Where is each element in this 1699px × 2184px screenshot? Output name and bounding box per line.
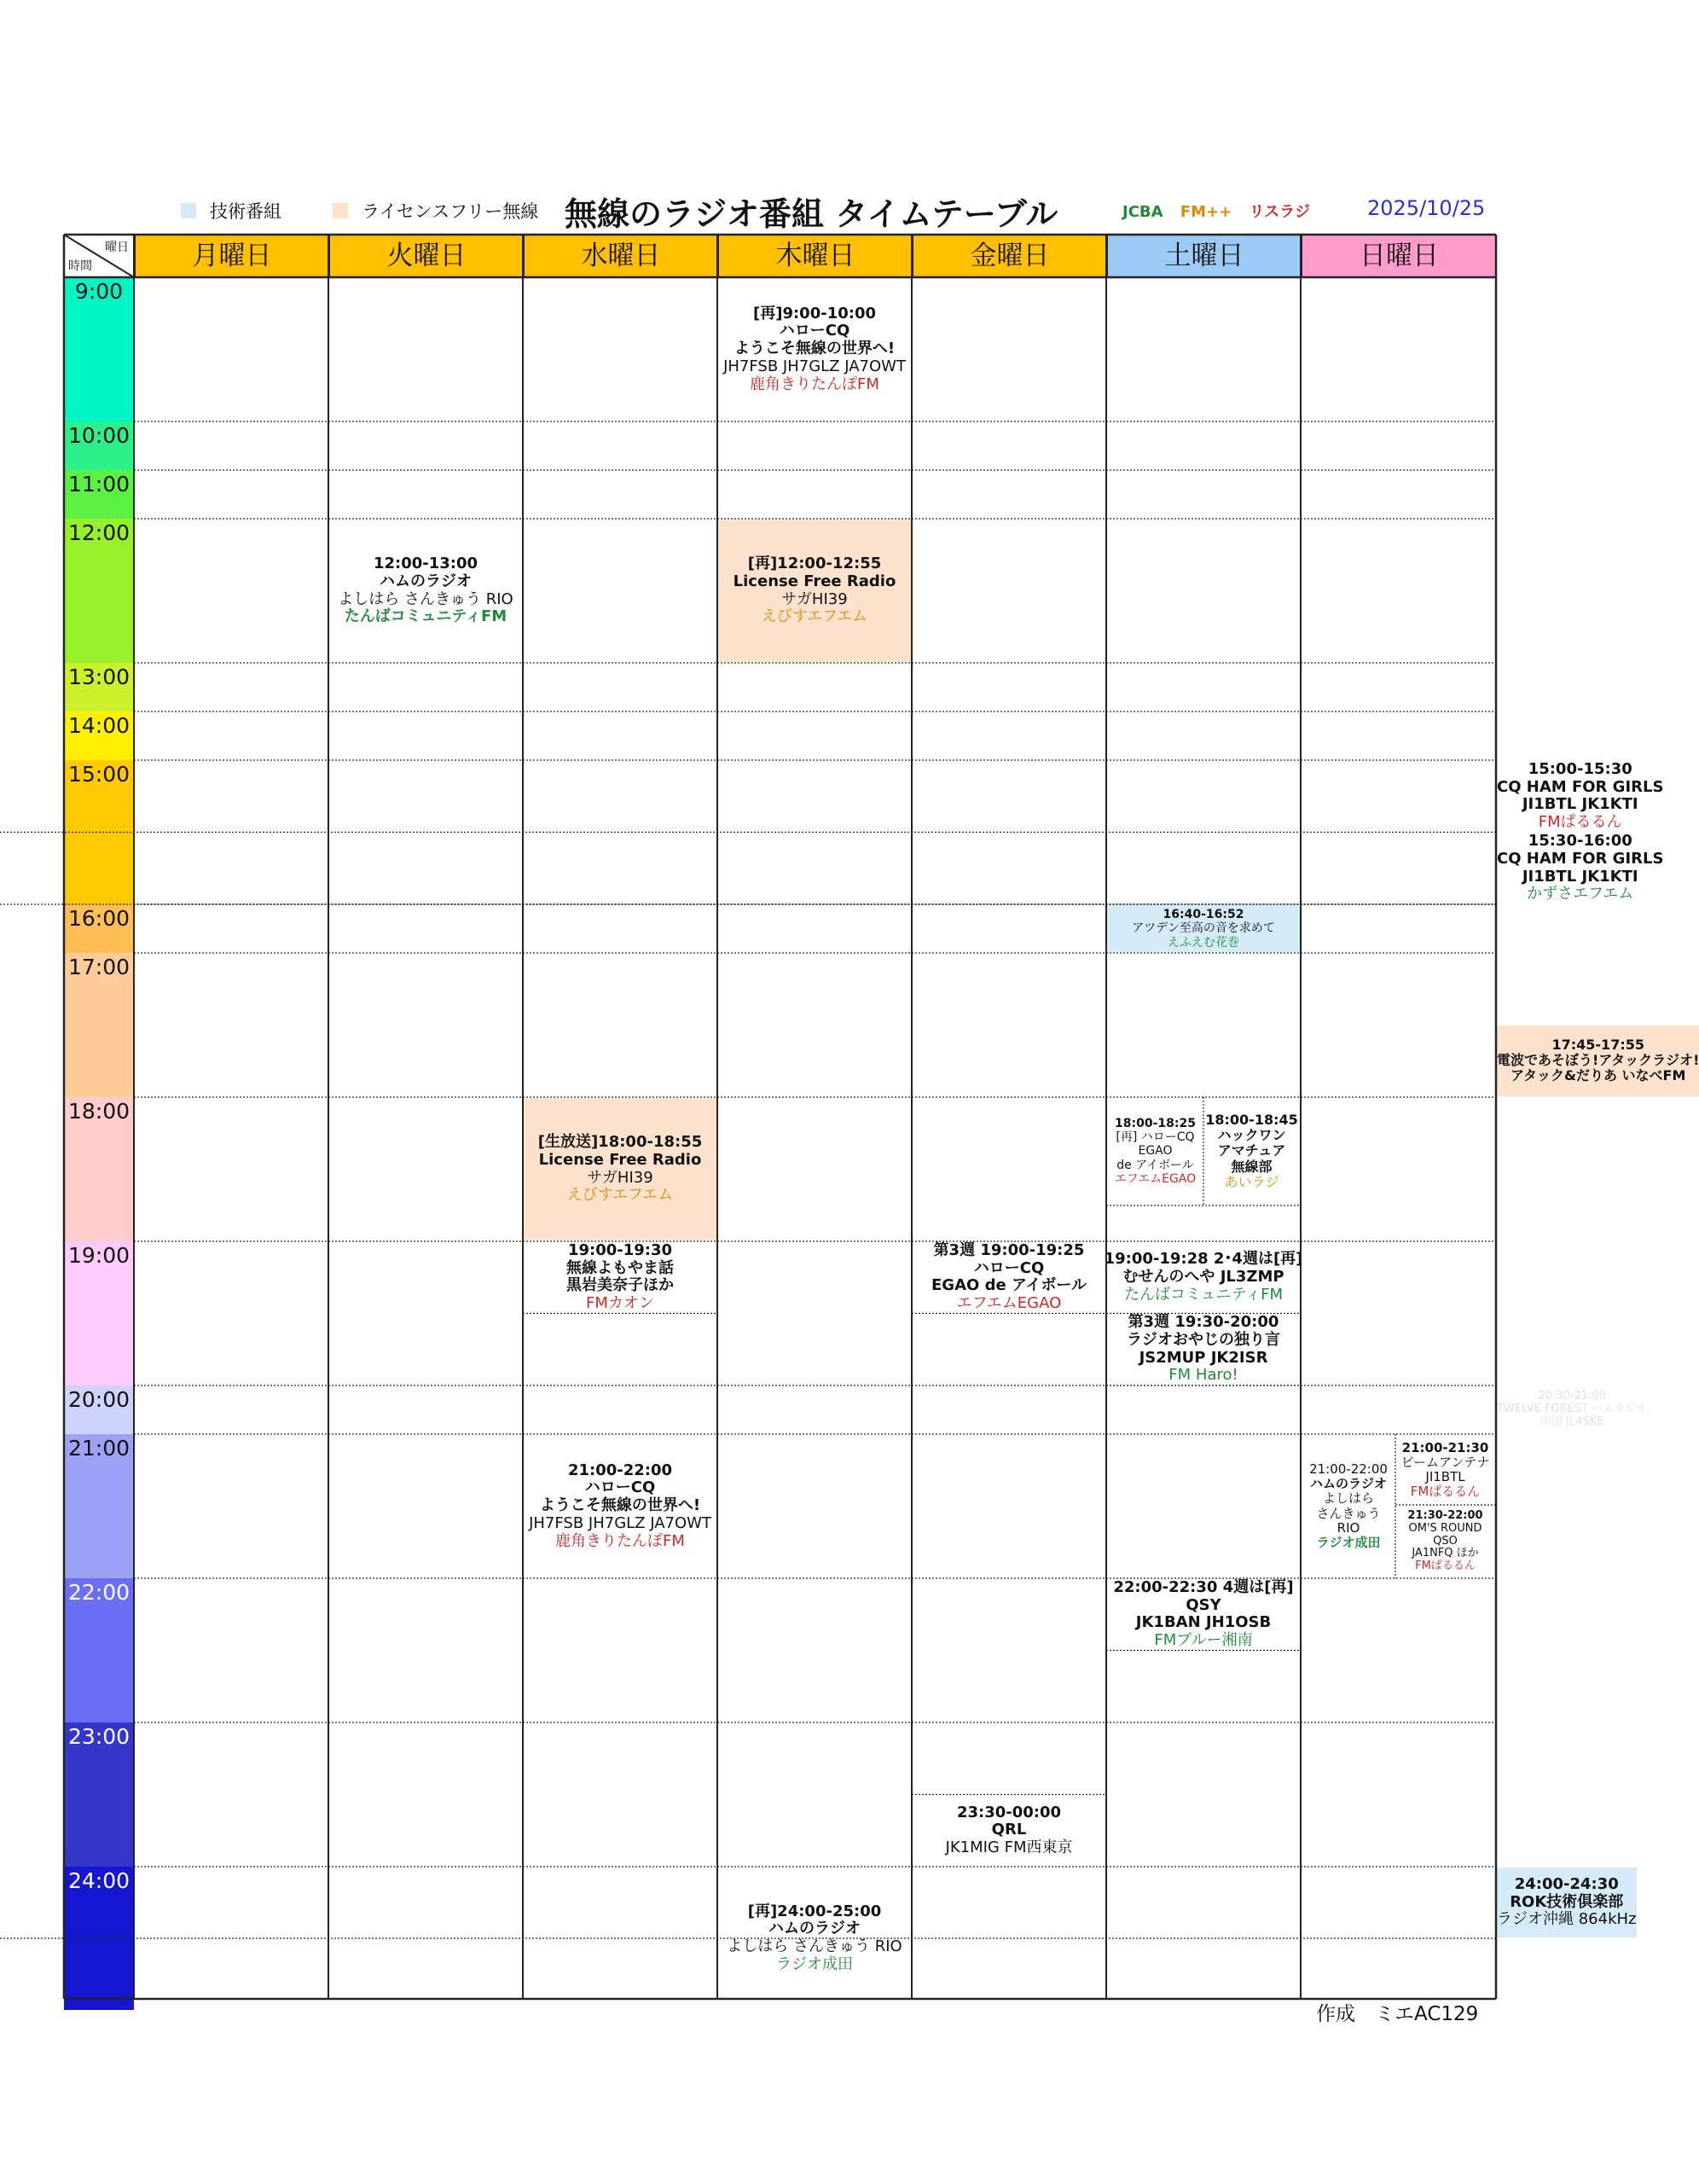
program-line: 第3週 19:00-19:25 (933, 1240, 1085, 1259)
program-line: 20:30-21:00 (1538, 1390, 1606, 1403)
time-slot-10 (64, 1241, 134, 1385)
program-block-sat-1800b[interactable] (1203, 1098, 1300, 1205)
program-line: ハムのラジオ (768, 1920, 861, 1938)
program-line: エフエムEGAO (956, 1293, 1062, 1312)
program-line: 15:30-16:00 (1528, 832, 1632, 851)
program-line: EGAO de アイボール (931, 1276, 1087, 1295)
program-line: JI1BTL (1425, 1469, 1465, 1484)
legend-swatch-tech (181, 203, 196, 218)
program-block-mon-1200[interactable] (329, 520, 522, 662)
program-line: QSO (1433, 1534, 1458, 1548)
program-line: えびすエフエム (761, 607, 868, 626)
program-line: 22:00-22:30 4週は[再] (1113, 1577, 1294, 1596)
program-line: サガHI39 (587, 1168, 653, 1187)
time-label: 11:00 (67, 472, 130, 497)
program-line: 鹿角きりたんぽFM (750, 375, 879, 393)
day-header-3: 木曜日 (717, 235, 912, 277)
program-line: ROK技術倶楽部 (1510, 1892, 1624, 1911)
program-block-tue-1900[interactable] (524, 1242, 716, 1313)
program-line: ラジオ沖縄 864kHz (1497, 1910, 1637, 1929)
program-line: よしはら さんきゅう RIO (727, 1937, 902, 1955)
time-label: 23:00 (67, 1724, 130, 1749)
program-line: たんばコミュニティFM (1123, 1285, 1284, 1304)
program-line: [再]12:00-12:55 (747, 555, 882, 573)
program-line: よしはら (1322, 1490, 1374, 1507)
program-line: ラジオ成田 (1316, 1535, 1381, 1550)
program-block-thu-1900[interactable] (913, 1242, 1105, 1313)
program-block-sun-2100b[interactable] (1395, 1435, 1495, 1505)
program-line: えふえむ花巻 (1168, 935, 1239, 950)
time-slot-1 (64, 421, 134, 470)
day-header-1: 火曜日 (328, 235, 523, 277)
program-line: 19:00-19:30 (567, 1240, 673, 1259)
time-slot-3 (64, 519, 134, 663)
time-slot-14 (64, 1722, 134, 1867)
legend-swatch-license-free (333, 203, 348, 218)
program-block-fri-2200[interactable] (1107, 1579, 1300, 1650)
program-block-tue-1800[interactable] (524, 1098, 716, 1240)
program-line: FMぱるるん (1538, 812, 1622, 831)
time-slot-2 (64, 470, 134, 519)
time-label: 24:00 (67, 1868, 130, 1893)
program-line: えびすエフエム (566, 1186, 674, 1205)
program-line: 16:40-16:52 (1163, 908, 1244, 922)
day-header-6: 日曜日 (1301, 235, 1496, 277)
program-line: 電波であそぼう!アタックラジオ! (1497, 1052, 1699, 1069)
program-line: FMぱるるん (1415, 1560, 1476, 1573)
program-line: ようこそ無線の世界へ! (734, 340, 896, 358)
program-line: JA1NFQ ほか (1412, 1547, 1479, 1560)
program-line: ハックワン (1217, 1126, 1286, 1143)
time-label: 14:00 (67, 713, 130, 738)
time-label: 21:00 (67, 1436, 130, 1461)
time-label: 15:00 (67, 762, 130, 787)
page-date: 2025/10/25 (1367, 196, 1486, 220)
time-slot-5 (64, 712, 134, 760)
program-line: 18:00-18:45 (1205, 1111, 1298, 1128)
station-jcba: JCBA (1122, 203, 1163, 221)
program-line: よしはら さんきゅう RIO (338, 590, 513, 608)
program-line: JH7FSB JH7GLZ JA7OWT (529, 1513, 711, 1532)
program-line: ラジオおやじの独り言 (1127, 1331, 1280, 1350)
time-label: 17:00 (67, 955, 130, 979)
program-block-sat-1800a[interactable] (1107, 1098, 1203, 1205)
program-block-sun-2000[interactable] (1497, 1386, 1647, 1433)
program-line: QRL (991, 1821, 1027, 1839)
program-line: アタック&だりあ いなべFM (1511, 1067, 1686, 1084)
program-line: FM Haro! (1168, 1366, 1238, 1385)
corner-label-time: 時間 (68, 259, 92, 273)
day-header-0: 月曜日 (134, 235, 328, 277)
program-line: de アイボール (1116, 1158, 1194, 1172)
program-line: 鹿角きりたんぽFM (555, 1531, 685, 1550)
station-risuraji: リスラジ (1249, 203, 1311, 221)
legend-label-tech: 技術番組 (210, 201, 281, 222)
program-line: 19:00-19:28 2･4週は[再] (1104, 1250, 1303, 1269)
time-slot-6 (64, 760, 134, 904)
time-label: 22:00 (67, 1580, 130, 1605)
program-line: ハムのラジオ (1309, 1476, 1387, 1491)
program-line: 無線よもやま話 (566, 1258, 674, 1277)
program-line: OM'S ROUND (1408, 1521, 1482, 1535)
program-line: 無線部 (1231, 1158, 1273, 1175)
day-header-5: 土曜日 (1106, 235, 1301, 277)
page-title: 無線のラジオ番組 タイムテーブル (565, 195, 1058, 233)
program-line: 黒岩美奈子ほか (566, 1276, 674, 1295)
program-line: 21:00-22:00 (1309, 1461, 1388, 1477)
program-block-sun-2100a[interactable] (1302, 1435, 1395, 1577)
program-line: License Free Radio (538, 1150, 702, 1169)
program-line: ラジオ成田 (776, 1955, 853, 1973)
program-block-wed-0900[interactable] (718, 278, 911, 421)
time-slot-8 (64, 953, 134, 1097)
program-line: 中国 JL4SKE (1540, 1414, 1604, 1428)
corner-label-day: 曜日 (105, 241, 129, 254)
program-line: [生放送]18:00-18:55 (537, 1133, 703, 1152)
program-block-wed-2400[interactable] (718, 1867, 911, 2009)
program-block-sun-2400[interactable] (1497, 1867, 1637, 1937)
time-slot-11 (64, 1385, 134, 1434)
program-line: かずさエフエム (1527, 885, 1634, 903)
program-line: JI1BTL JK1KTI (1522, 795, 1638, 814)
time-label: 18:00 (67, 1099, 130, 1124)
program-line: 15:00-15:30 (1528, 759, 1632, 778)
time-label: 9:00 (74, 279, 124, 304)
program-line: JS2MUP JK2ISR (1139, 1348, 1268, 1367)
program-line: さんきゅう (1316, 1505, 1381, 1521)
time-slot-15 (64, 1867, 134, 2010)
time-slot-0 (64, 277, 134, 421)
program-line: JH7FSB JH7GLZ JA7OWT (723, 357, 906, 375)
program-block-wed-1200[interactable] (718, 520, 911, 662)
author-credit: 作成 ミエAC129 (1316, 2003, 1479, 2025)
program-line: 12:00-13:00 (373, 555, 478, 573)
program-line: 18:00-18:25 (1115, 1117, 1196, 1131)
program-line: ようこそ無線の世界へ! (539, 1496, 701, 1515)
program-line: License Free Radio (733, 572, 896, 590)
program-line: JI1BTL JK1KTI (1522, 867, 1638, 886)
time-label: 13:00 (67, 665, 130, 689)
program-line: ハローCQ (584, 1478, 656, 1497)
program-line: 21:00-21:30 (1401, 1439, 1489, 1455)
program-line: 23:30-00:00 (956, 1803, 1062, 1821)
program-line: [再]9:00-10:00 (753, 304, 876, 322)
time-slot-9 (64, 1097, 134, 1241)
program-line: ハローCQ (779, 322, 850, 340)
program-line: あいラジ (1224, 1174, 1279, 1191)
program-line: たんばコミュニティFM (344, 607, 507, 626)
program-block-fri-1900[interactable] (1104, 1242, 1303, 1313)
program-block-fri-1930[interactable] (1107, 1315, 1300, 1385)
day-header-2: 水曜日 (523, 235, 717, 277)
program-line: ビームアンテナ (1400, 1454, 1490, 1470)
legend-label-license-free: ライセンスフリー無線 (362, 201, 539, 222)
program-line: サガHI39 (781, 590, 848, 608)
corner-cell (64, 235, 134, 277)
station-fmplus: FM++ (1180, 203, 1232, 221)
program-line: FMぱるるん (1410, 1484, 1481, 1500)
time-slot-7 (64, 904, 134, 953)
program-line: 24:00-24:30 (1514, 1874, 1619, 1893)
time-label: 16:00 (67, 906, 130, 931)
program-line: JK1MIG FM西東京 (945, 1838, 1073, 1857)
program-line: アマチュア (1217, 1142, 1286, 1159)
time-label: 10:00 (67, 423, 130, 448)
program-line: むせんのへや JL3ZMP (1122, 1267, 1284, 1286)
program-line: 21:00-22:00 (567, 1461, 673, 1479)
program-block-sun-2130[interactable] (1395, 1506, 1495, 1577)
program-line: エフエムEGAO (1114, 1171, 1197, 1186)
program-block-sun-1745[interactable] (1497, 1025, 1699, 1097)
time-slot-13 (64, 1578, 134, 1722)
program-line: ハムのラジオ (380, 572, 472, 590)
program-line: EGAO (1138, 1144, 1173, 1159)
day-header-4: 金曜日 (912, 235, 1106, 277)
program-line: FMカオン (586, 1293, 654, 1312)
program-line: QSY (1186, 1595, 1221, 1614)
program-line: 第3週 19:30-20:00 (1128, 1313, 1279, 1332)
program-line: [再] ハローCQ (1116, 1130, 1195, 1145)
program-line: 21:30-22:00 (1407, 1508, 1483, 1522)
program-line: 17:45-17:55 (1551, 1036, 1644, 1053)
program-line: [再]24:00-25:00 (747, 1902, 882, 1920)
program-line: CQ HAM FOR GIRLS (1497, 850, 1664, 868)
program-line: FMブルー湘南 (1154, 1630, 1253, 1649)
program-block-sun-1530[interactable] (1497, 834, 1663, 904)
program-block-fri-1640[interactable] (1107, 905, 1300, 952)
time-label: 12:00 (67, 520, 130, 545)
program-line: アツデン至高の音を求めて (1132, 921, 1275, 936)
time-slot-12 (64, 1434, 134, 1578)
program-line: ハローCQ (973, 1258, 1045, 1277)
program-block-thu-2330[interactable] (913, 1796, 1105, 1867)
program-line: TWELVE FOREST ハムラジオ (1497, 1403, 1648, 1416)
program-line: JK1BAN JH1OSB (1135, 1613, 1272, 1632)
time-label: 20:00 (67, 1387, 130, 1412)
station-legend (1122, 200, 1322, 222)
program-line: RIO (1337, 1519, 1360, 1536)
time-label: 19:00 (67, 1243, 130, 1268)
program-block-sun-1500[interactable] (1497, 761, 1663, 832)
program-line: CQ HAM FOR GIRLS (1497, 777, 1664, 796)
time-slot-4 (64, 663, 134, 712)
program-block-tue-2100[interactable] (524, 1435, 716, 1577)
